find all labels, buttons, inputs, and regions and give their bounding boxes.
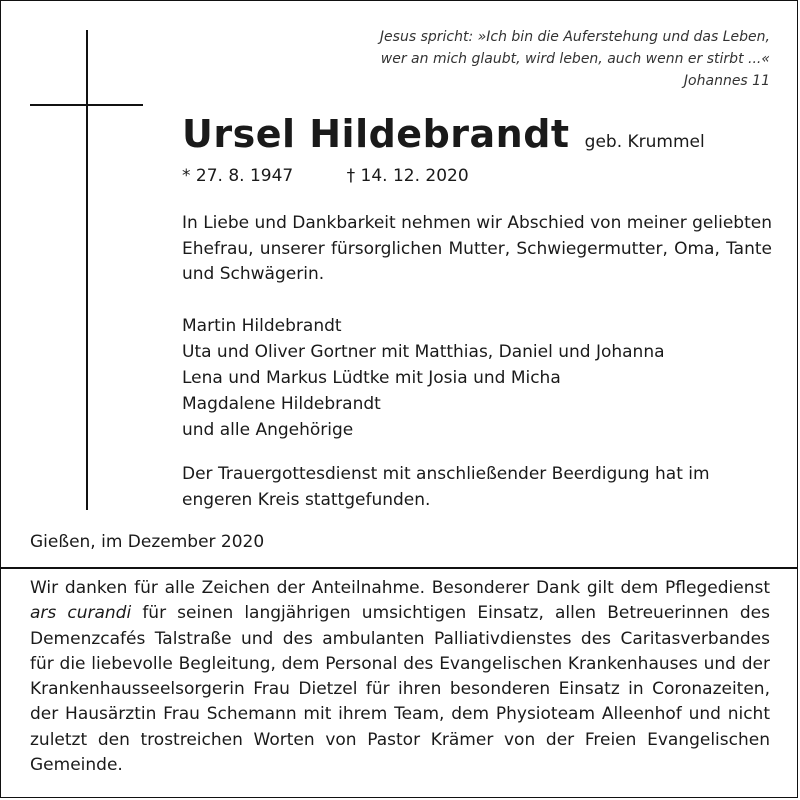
intro-text: In Liebe und Dankbarkeit nehmen wir Abschied von meiner geliebten Ehefrau, unserer fürsorglichen Mutter, Schwiegermutter, Oma, Tante und Schwägerin. bbox=[182, 213, 772, 284]
deceased-heading bbox=[182, 112, 705, 156]
deceased-name: Ursel Hildebrandt bbox=[182, 112, 570, 156]
verse-source: Johannes 11 bbox=[683, 73, 770, 89]
family-member: Magdalene Hildebrandt bbox=[182, 394, 381, 414]
family-list bbox=[182, 314, 772, 444]
deceased-birth-name: geb. Krummel bbox=[584, 132, 705, 152]
bible-verse bbox=[310, 26, 770, 92]
cross-icon bbox=[86, 30, 88, 510]
service-text: Der Trauergottesdienst mit anschließender Beerdigung hat im engeren Kreis stattgefunden. bbox=[182, 464, 710, 510]
thanks-part-2: für seinen langjährigen umsichtigen Einsatz, allen Betreuerinnen des Demenzcafés Talstraße und des ambulanten Palliativdienstes des Caritasverbandes für die liebevolle Begleitung, dem Personal des Evangelischen Krankenhauses und der Krankenhausseelsorgerin Frau Dietzel für ihren besonderen Einsatz in Coronazeiten, der Hausärztin Frau Schemann mit ihrem Team, dem Physioteam Alleenhof und nicht zuletzt den trostreichen Worten von Pastor Krämer von der Freien Evangelischen Gemeinde. bbox=[30, 603, 771, 776]
family-member: und alle Angehörige bbox=[182, 420, 354, 440]
life-dates bbox=[182, 166, 469, 186]
section-divider bbox=[0, 567, 798, 569]
thanks-text bbox=[30, 576, 770, 778]
place-date: Gießen, im Dezember 2020 bbox=[30, 532, 265, 552]
cross-icon-bar bbox=[30, 104, 143, 106]
thanks-part-1: Wir danken für alle Zeichen der Anteilnahme. Besonderer Dank gilt dem Pflegedienst bbox=[30, 578, 770, 598]
verse-line-1: Jesus spricht: »Ich bin die Auferstehung und das Leben, bbox=[379, 29, 770, 45]
family-member: Uta und Oliver Gortner mit Matthias, Daniel und Johanna bbox=[182, 342, 665, 362]
family-member: Martin Hildebrandt bbox=[182, 316, 342, 336]
family-member: Lena und Markus Lüdtke mit Josia und Micha bbox=[182, 368, 561, 388]
birth-date: * 27. 8. 1947 bbox=[182, 166, 294, 186]
death-date: † 14. 12. 2020 bbox=[346, 166, 469, 186]
thanks-italic: ars curandi bbox=[30, 603, 132, 624]
verse-line-2: wer an mich glaubt, wird leben, auch wenn er stirbt ...« bbox=[380, 51, 770, 67]
